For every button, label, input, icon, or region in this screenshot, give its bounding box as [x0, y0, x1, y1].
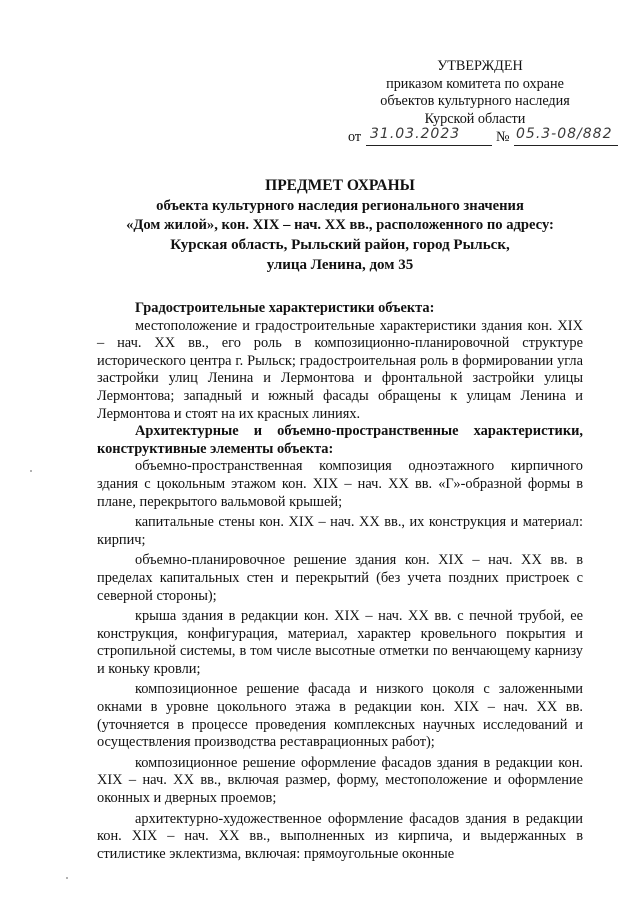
approval-line-2: объектов культурного наследия — [380, 93, 570, 110]
section-text-urban: местоположение и градостроительные характеристики здания кон. XIX – нач. XX вв., его роль в композиционно-планировочной структуре исторического центра г. Рыльск; градостроительная роль в формировании угла застройки улиц Ленина и Лермонтова и фронтальной застройки улицы Лермонтова; западный и южный фасады обращены к улицам Ленина и Лермонтова и стоят на их красных линиях. — [97, 317, 583, 422]
date-underline — [366, 145, 492, 146]
heading-line-3: Курская область, Рыльский район, город Рыльск, — [170, 237, 510, 253]
from-label: от — [348, 129, 362, 146]
approval-title: УТВЕРЖДЕН — [437, 58, 523, 74]
scan-speck — [30, 470, 32, 472]
document-title: ПРЕДМЕТ ОХРАНЫ — [265, 177, 415, 194]
approval-line-1: приказом комитета по охране — [386, 75, 564, 92]
section-heading-urban: Градостроительные характеристики объекта: — [135, 300, 435, 316]
list-item: крыша здания в редакции кон. XIX – нач. XX вв. с печной трубой, ее конструкция, конфигурация, материал, характер кровельного покрытия и стропильной системы, в том числе высотные отметки по венчающему карнизу и коньку кровли; — [97, 608, 583, 677]
heading-line-1: объекта культурного наследия регионального значения — [156, 198, 524, 214]
list-item: объемно-пространственная композиция одноэтажного кирпичного здания с цокольным этажом кон. XIX – нач. XX вв. «Г»-образной формы в плане, перекрытого вальмовой крышей; — [97, 458, 583, 510]
section-heading-architecture: Архитектурные и объемно-пространственные характеристики, конструктивные элементы объекта: — [97, 423, 583, 457]
number-underline — [514, 145, 618, 146]
number-label: № — [496, 129, 510, 146]
approval-number: 05.3-08/882 — [516, 126, 613, 143]
scan-speck — [66, 877, 68, 879]
heading-line-2: «Дом жилой», кон. XIX – нач. XX вв., расположенного по адресу: — [126, 217, 554, 233]
document-heading — [90, 176, 590, 275]
list-item: капитальные стены кон. XIX – нач. XX вв., их конструкция и материал: кирпич; — [97, 514, 583, 548]
approval-date-number-line — [330, 126, 620, 147]
approval-date: 31.03.2023 — [370, 126, 461, 143]
list-item: композиционное решение фасада и низкого цоколя с заложенными окнами в уровне цокольного этажа в редакции кон. XIX – нач. XX вв. (уточняется в процессе проведения комплексных научных исследований и осуществления производства реставрационных работ); — [97, 681, 583, 751]
document-body — [97, 300, 583, 863]
approval-line-3: Курской области — [424, 110, 526, 127]
approval-stamp-block — [330, 58, 620, 147]
list-item: композиционное решение оформление фасадов здания в редакции кон. XIX – нач. XX вв., включая размер, форму, местоположение и оформление оконных и дверных проемов; — [97, 754, 583, 807]
heading-line-4: улица Ленина, дом 35 — [266, 257, 414, 273]
list-item: объемно-планировочное решение здания кон. XIX – нач. XX вв. в пределах капитальных стен и перекрытий (без учета поздних пристроек с северной стороны); — [97, 552, 583, 604]
list-item: архитектурно-художественное оформление фасадов здания в редакции кон. XIX – нач. XX вв., выполненных из кирпича, и выдержанных в стилистике эклектизма, включая: прямоугольные оконные — [97, 810, 583, 862]
